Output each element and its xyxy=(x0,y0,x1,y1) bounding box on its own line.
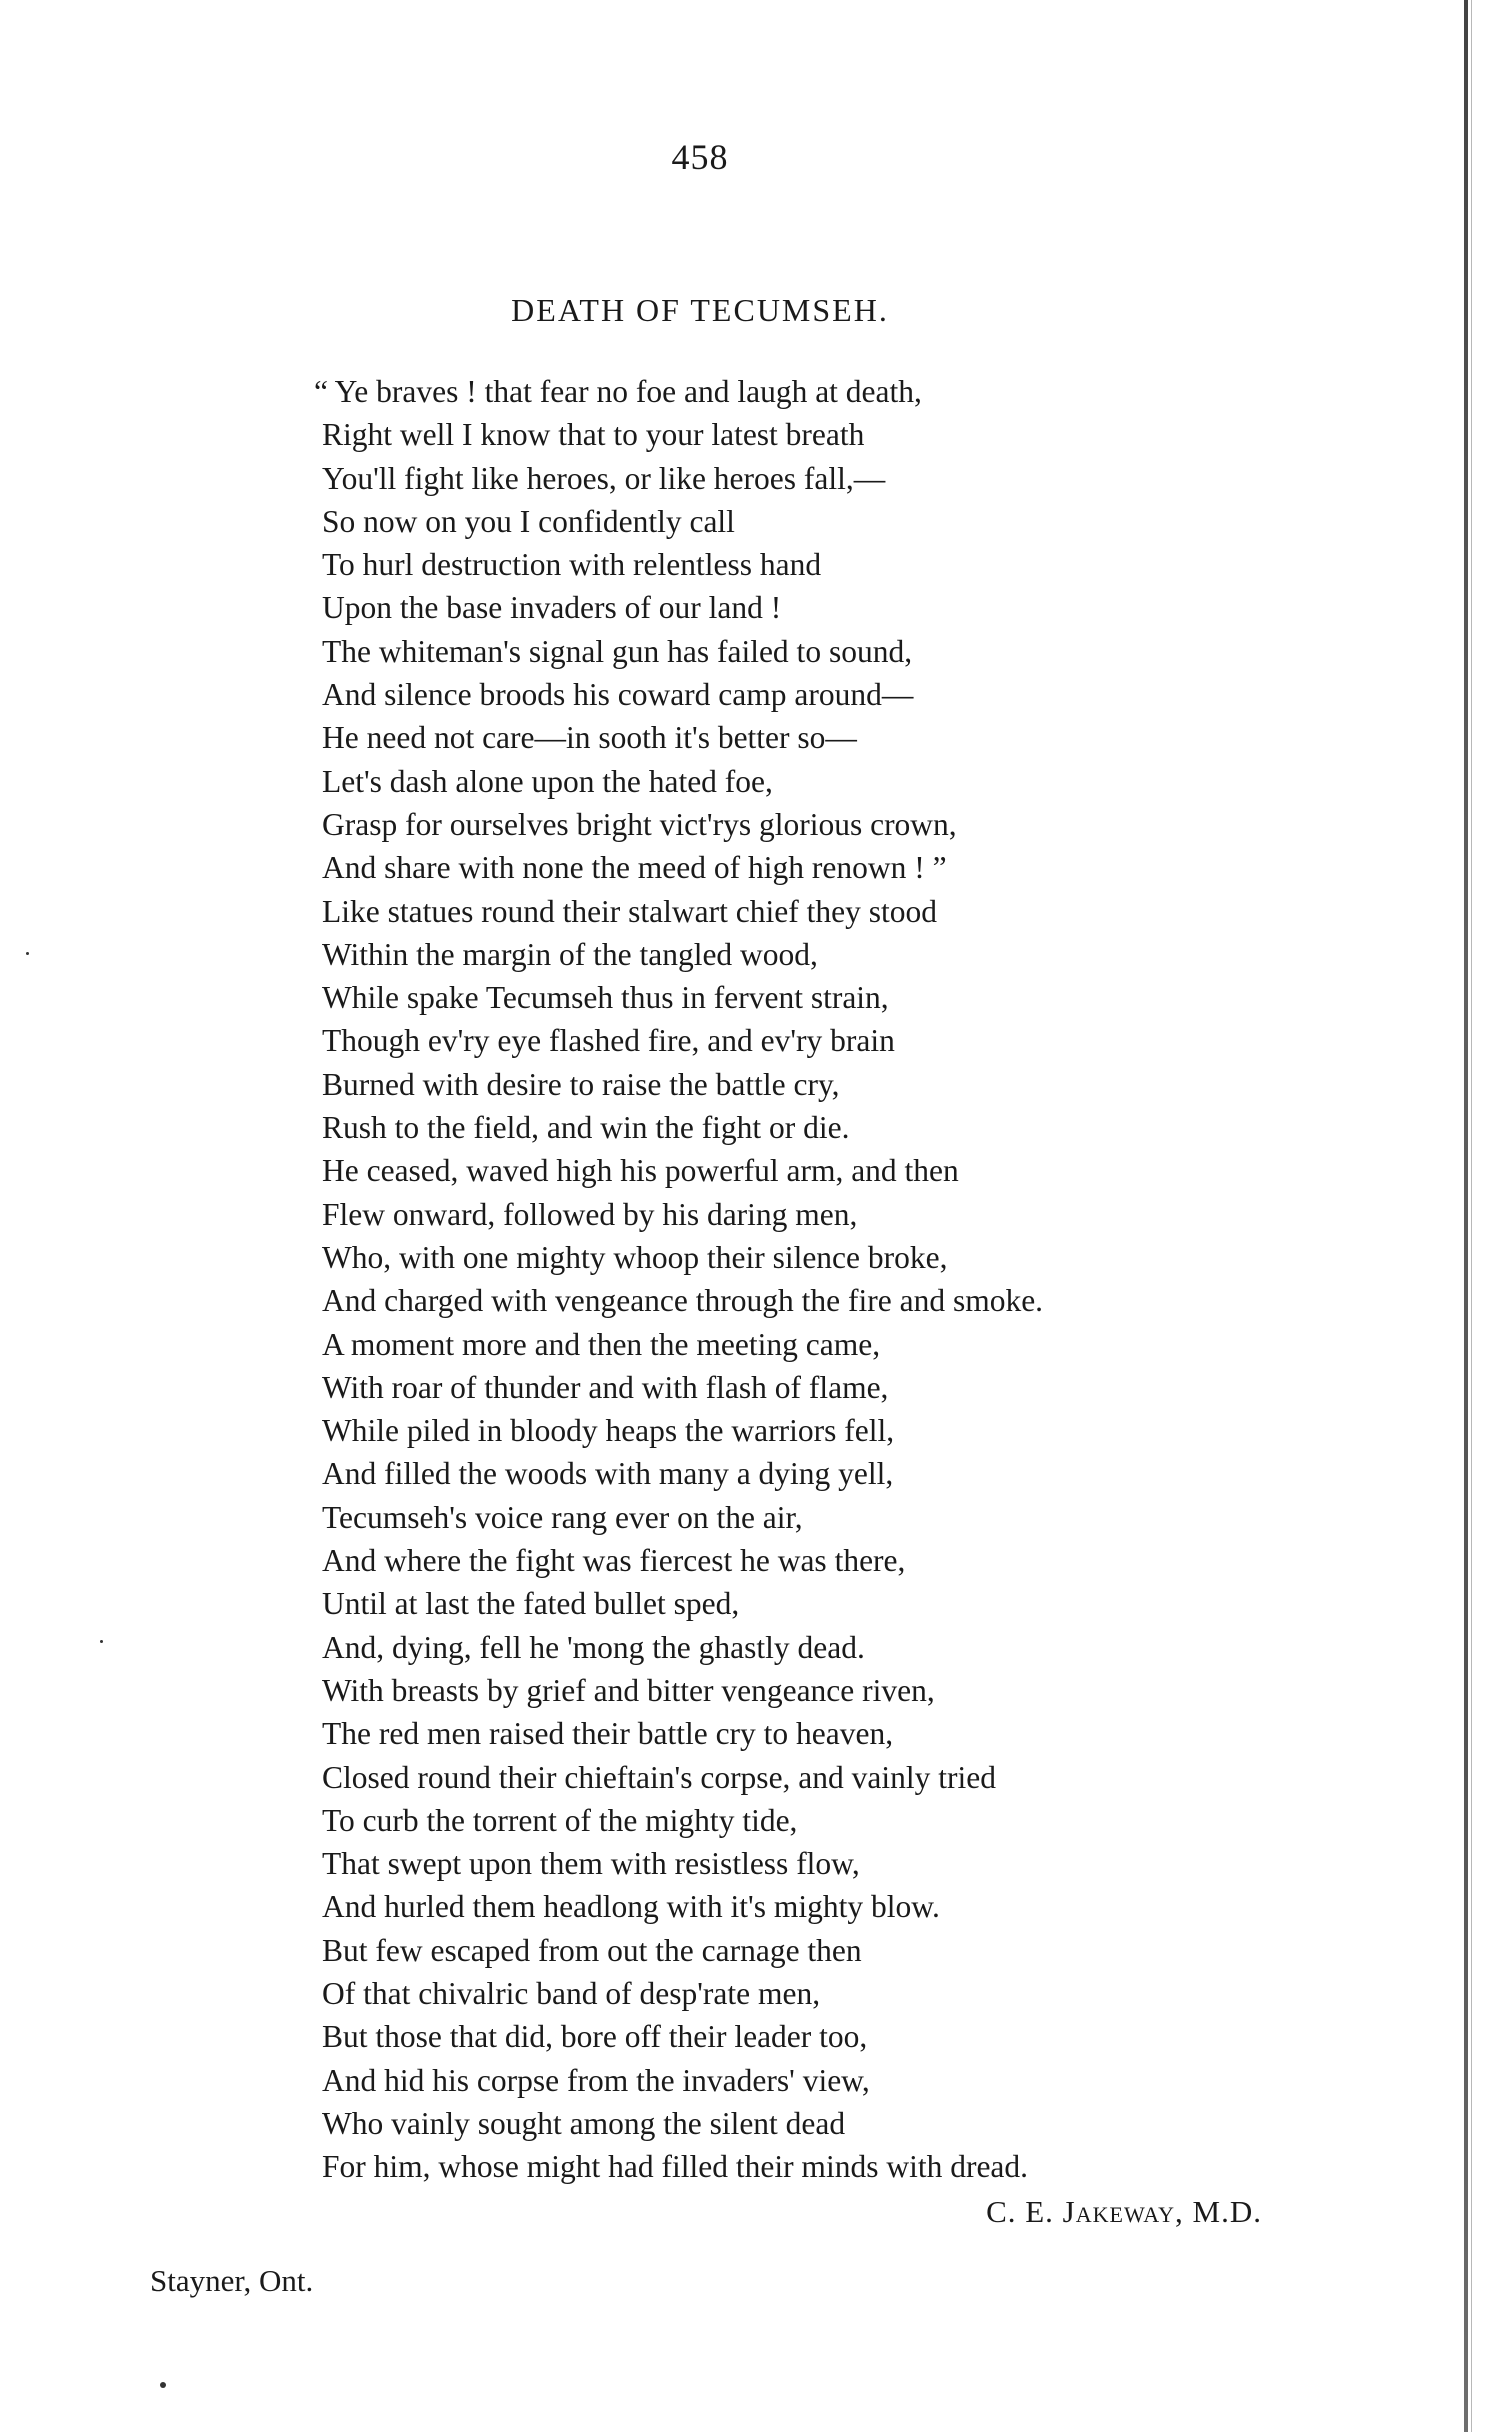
poem-line: Flew onward, followed by his daring men, xyxy=(322,1196,858,1232)
poem-line: Within the margin of the tangled wood, xyxy=(322,936,818,972)
poem-line: Upon the base invaders of our land ! xyxy=(322,590,782,626)
poem-line: And, dying, fell he 'mong the ghastly dead. xyxy=(322,1629,865,1665)
poem-line: Rush to the field, and win the fight or die. xyxy=(322,1110,850,1146)
poem-line: While spake Tecumseh thus in fervent strain, xyxy=(322,980,889,1016)
poem-line: Of that chivalric band of desp'rate men, xyxy=(322,1975,821,2011)
poem-line: So now on you I confidently call xyxy=(322,503,735,539)
poem-line: Who, with one mighty whoop their silence broke, xyxy=(322,1239,948,1275)
poem-line: Like statues round their stalwart chief they stood xyxy=(322,893,937,929)
poem-line: To hurl destruction with relentless hand xyxy=(322,547,822,583)
place-of-writing: Stayner, Ont. xyxy=(150,2263,314,2298)
poem-line: Let's dash alone upon the hated foe, xyxy=(322,763,773,799)
poem-line: Burned with desire to raise the battle cry, xyxy=(322,1066,840,1102)
poem-line: “ Ye braves ! that fear no foe and laugh at death, xyxy=(314,374,922,409)
page-edge-line xyxy=(1471,0,1472,2432)
poem-title: DEATH OF TECUMSEH. xyxy=(511,292,889,328)
poem-line: While piled in bloody heaps the warriors fell, xyxy=(322,1413,895,1449)
poem-line: Closed round their chieftain's corpse, and vainly tried xyxy=(322,1759,996,1795)
poem-line: Right well I know that to your latest breath xyxy=(322,417,865,453)
poem-line: That swept upon them with resistless flow, xyxy=(322,1846,860,1882)
poem-line: You'll fight like heroes, or like heroes fall,— xyxy=(322,460,886,496)
poem-line: With breasts by grief and bitter vengeance riven, xyxy=(322,1672,935,1708)
poem-line: Grasp for ourselves bright vict'rys glorious crown, xyxy=(322,806,957,842)
poem-line: With roar of thunder and with flash of flame, xyxy=(322,1369,889,1405)
signature-initials: C. E. J xyxy=(986,2194,1076,2229)
poem-line: He ceased, waved high his powerful arm, and then xyxy=(322,1153,959,1189)
print-speck xyxy=(160,2382,166,2388)
poem-line: And hurled them headlong with it's mighty blow. xyxy=(322,1889,940,1925)
poem-line: And hid his corpse from the invaders' view, xyxy=(322,2062,870,2098)
poem-line: And silence broods his coward camp around— xyxy=(322,677,914,713)
poem-line: A moment more and then the meeting came, xyxy=(322,1326,881,1362)
poem-line: He need not care—in sooth it's better so— xyxy=(322,720,857,756)
poem-line: The red men raised their battle cry to heaven, xyxy=(322,1716,894,1752)
poem-line: And filled the woods with many a dying yell, xyxy=(322,1456,894,1492)
author-signature xyxy=(986,2194,1262,2230)
page-edge-shadow xyxy=(1464,0,1468,2432)
poem-line: Who vainly sought among the silent dead xyxy=(322,2105,846,2141)
poem-line: Until at last the fated bullet sped, xyxy=(322,1586,740,1622)
print-speck xyxy=(100,1640,103,1643)
poem-line: And where the fight was fiercest he was there, xyxy=(322,1543,906,1579)
poem-line: To curb the torrent of the mighty tide, xyxy=(322,1802,798,1838)
poem-line: Though ev'ry eye flashed fire, and ev'ry brain xyxy=(322,1023,895,1059)
print-speck xyxy=(26,952,29,955)
poem-line: But those that did, bore off their leader too, xyxy=(322,2019,868,2055)
signature-surname: akeway xyxy=(1075,2194,1176,2229)
page-number: 458 xyxy=(671,137,729,177)
poem-line: For him, whose might had filled their minds with dread. xyxy=(322,2149,1029,2185)
poem-body xyxy=(314,370,1322,2188)
poem-line: And share with none the meed of high renown ! ” xyxy=(322,850,947,886)
poem-line: The whiteman's signal gun has failed to sound, xyxy=(322,633,913,669)
signature-degree: , M.D. xyxy=(1175,2194,1262,2229)
poem-line: And charged with vengeance through the fire and smoke. xyxy=(322,1283,1044,1319)
poem-line: Tecumseh's voice rang ever on the air, xyxy=(322,1499,803,1535)
poem-line: But few escaped from out the carnage then xyxy=(322,1932,862,1968)
